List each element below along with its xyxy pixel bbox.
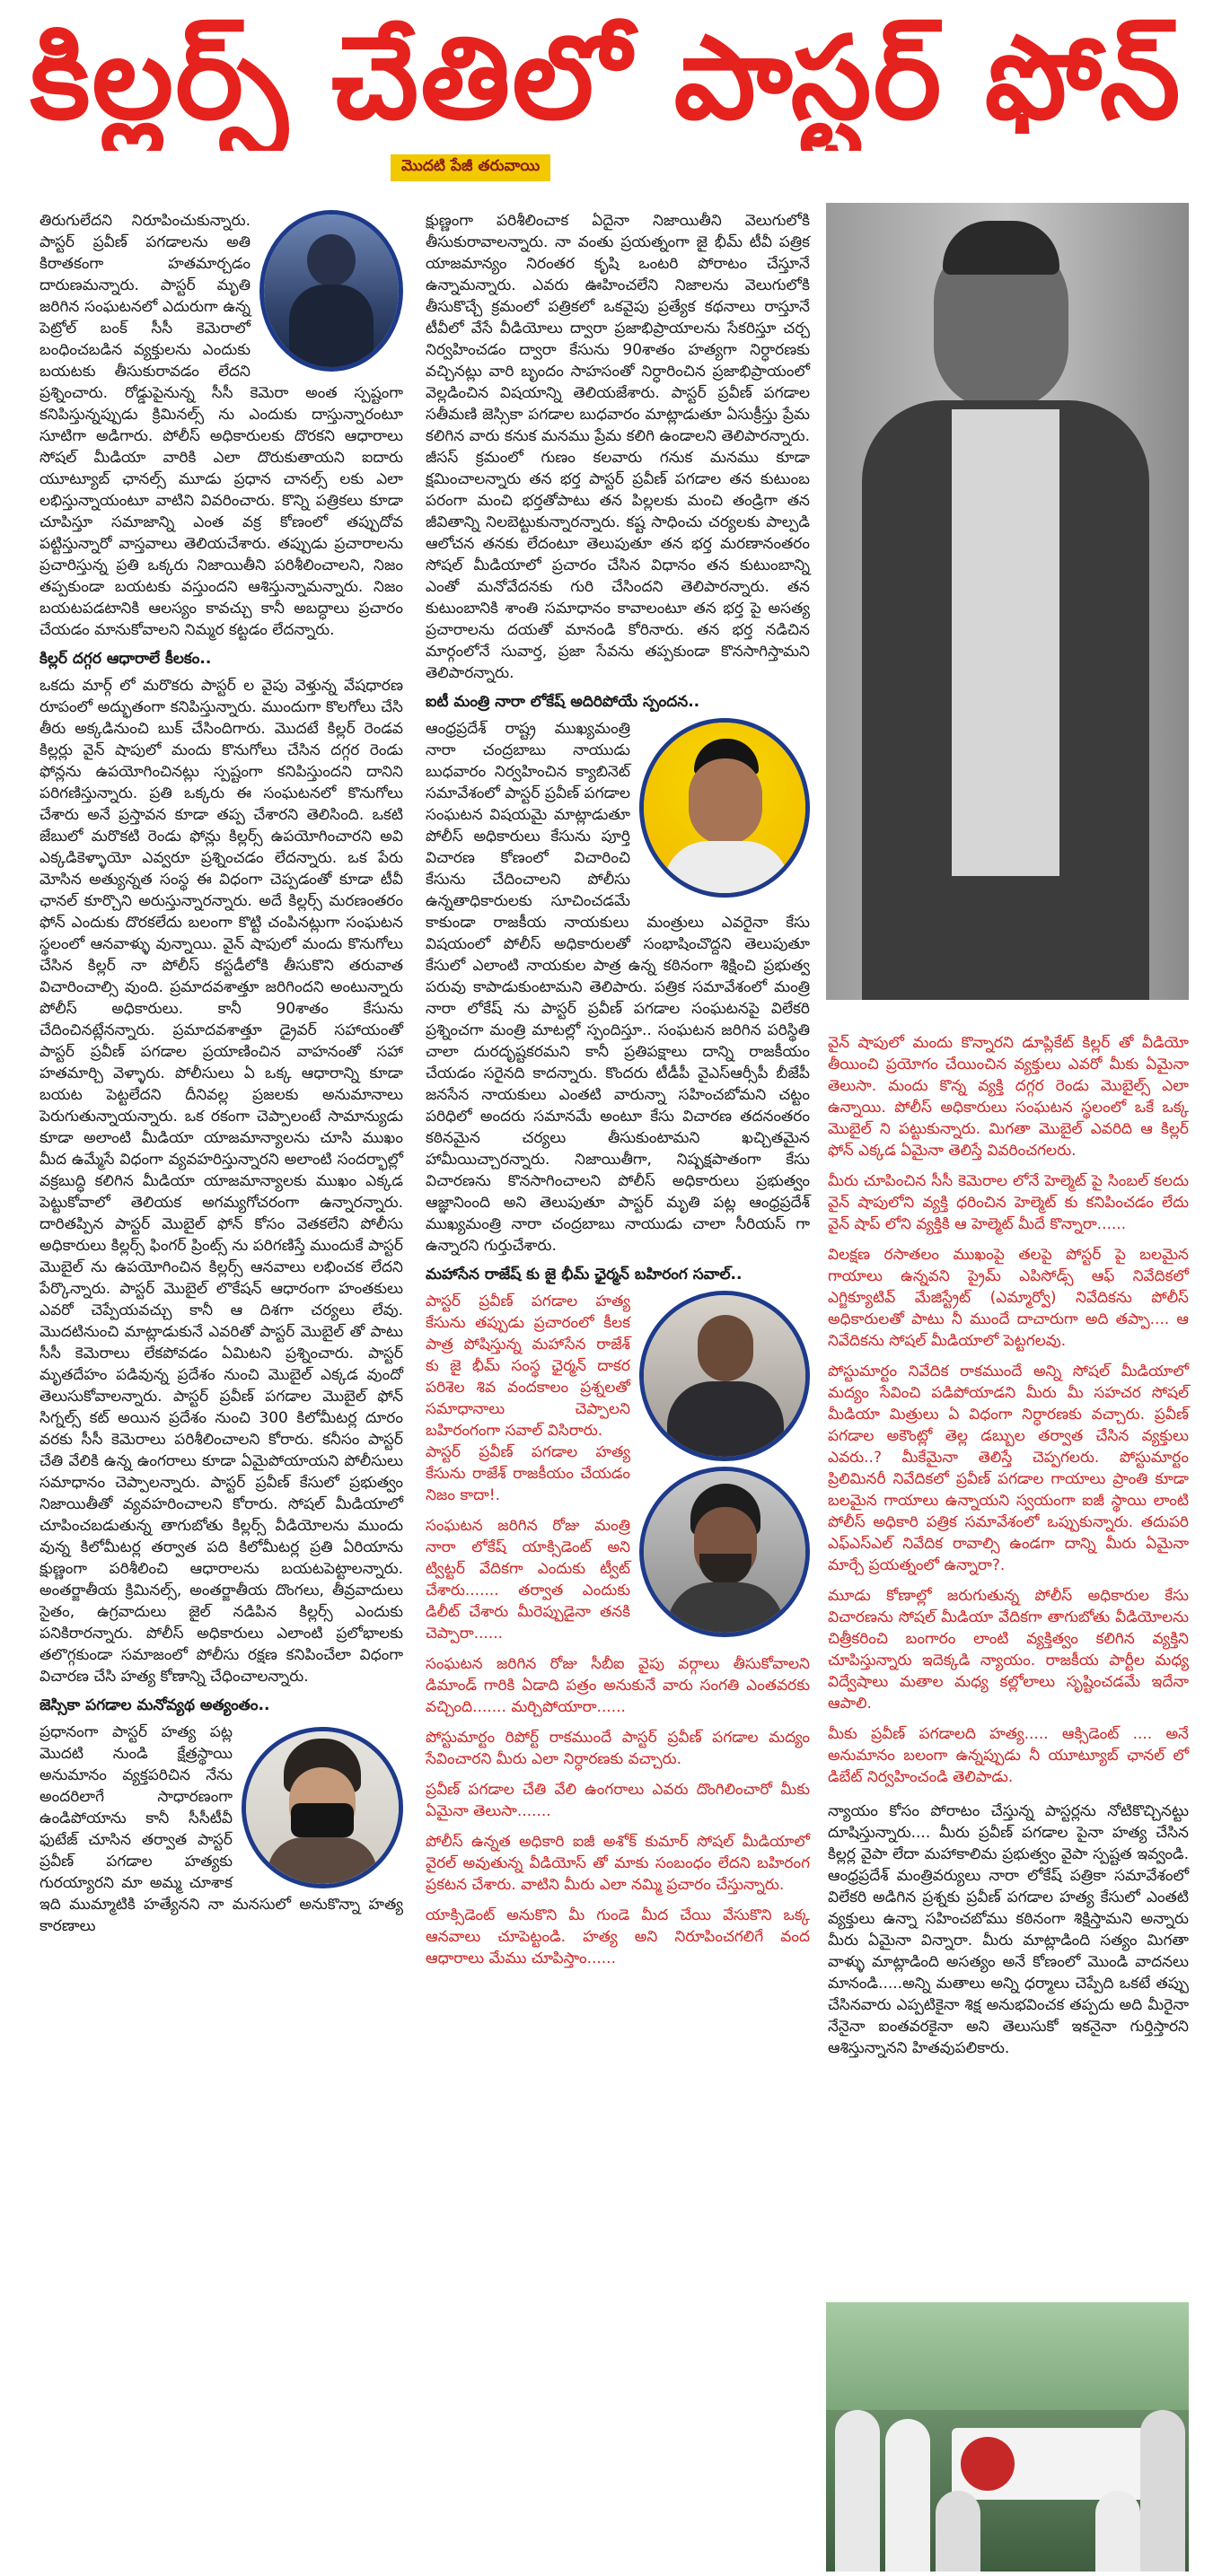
col2-para-4: పాస్టర్ ప్రవీణ్ పగడాల హత్య కేసును రాజేశ్ రాజకీయం చేయడం నిజం కాదా!. <box>426 1443 630 1504</box>
cctv-man-photo <box>259 210 403 372</box>
col2-para-7: పోస్టుమార్టం రిపోర్ట్ రాకముందే పాస్టర్ ప్రవీణ్ పగడాల మద్యం సేవించారని మీరు ఎలా నిర్ధారణకు వచ్చారు. <box>426 1729 810 1768</box>
protest-crowd-photo <box>826 2302 1189 2572</box>
col3-para-2: మీరు చూపించిన సీసీ కెమెరాల లోనే హెల్మెట్ పై సింబల్ కలదు వైన్ షాపులోని వ్యక్తి ధరించిన హెల్మెట్ కు కనిపించడం లేదు వైన్ షాప్ లోని వ్యక్తికి ఆ హెల్మెట్ మీదే కొన్నారా...... <box>828 1172 1189 1233</box>
col3-para-4: పోస్టుమార్టం నివేదిక రాకముందే అన్ని సోషల్ మీడియాలో మద్యం సేవించి పడిపోయాడని మీరు మీ సహచర సోషల్ మీడియా మిత్రులు ఏ విధంగా నిర్ధారణకు వచ్చారు. ప్రవీణ్ పగడాల అకౌంట్లో తెల్ల డబ్బుల తర్వాత చేసిన వ్యక్తులు ఎవరు..? మీకేమైనా తెలిస్తే చెప్పగలరు. పోస్టుమార్టం ప్రిలిమినరీ నివేదికలో ప్రవీణ్ పగడాల గాయాలు ప్రాంతి కూడా బలమైన గాయాలు ఉన్నాయని స్వయంగా ఐజీ స్థాయి లాంటి పోలీస్ అధికారి పత్రిక సమావేశంలో ఒప్పుకున్నారు. తదుపరి ఎఫ్ఎస్ఎల్ నివేదిక రావాల్సి ఉండగా దాన్ని మీరు ఏమైనా మార్చే ప్రయత్నంలో ఉన్నారా?. <box>828 1362 1189 1574</box>
column-3 <box>828 1032 1189 2059</box>
column-2 <box>426 210 810 1969</box>
col1-subhead-1: కిల్లర్ దగ్గర ఆధారాలే కీలకం.. <box>40 650 212 668</box>
continuation-tag: మొదటి పేజీ తరువాయి <box>391 154 550 181</box>
col3-para-6: మీకు ప్రవీణ్ పగడాలది హత్య..... ఆక్సిడెంట్ .... అనే అనుమానం బలంగా ఉన్నప్పుడు నీ యూట్యూబ్ ఛానల్ లో డిబేట్ నిర్వహించండి తెలిపాడు. <box>828 1725 1189 1786</box>
col2-para-1: క్షుణ్ణంగా పరిశీలించాక ఏదైనా నిజాయితీని వెలుగులోకి తీసుకురావాలన్నారు. నా వంతు ప్రయత్నంగా జై భీమ్ టీవీ పత్రిక యాజమాన్యం నిరంతర కృషి ఒంటరి పోరాటం చేస్తూనే ఉన్నామన్నారు. ఎవరు ఊహించలేని నిజాలను వెలుగులోకి తీసుకొచ్చే క్రమంలో పత్రికలో ఒకవైపు ప్రత్యేక కథనాలు రాస్తూనే టీవీలో వేసే వీడియోలు ద్వారా ప్రజాభిప్రాయాలను సేకరిస్తూ చర్చ నిర్వహించడం ద్వారా కేసును 90శాతం హత్యగా నిర్ధారణకు వచ్చినట్లు వారి బృందం సాహసంతో నిర్ధారించిన ప్రజాభిప్రాయంలో వెల్లడించిన విషయాన్ని తెలియజేశారు. పాస్టర్ ప్రవీణ్ పగడాల సతీమణి జెస్సికా పగడాల బుధవారం మాట్లాడుతూ ఏసుక్రీస్తు ప్రేమ కలిగిన వారు కనుక మనము ప్రేమ కలిగి ఉండాలని తెలిపారన్నారు. జీసస్ క్రమంలో గుణం కలవారు గనుక మనము కూడా క్షమించాలన్నారు తన భర్త పాస్టర్ ప్రవీణ్ పగడాల తన కుటుంబ పరంగా మంచి భర్తతోపాటు తన పిల్లలకు మంచి తండ్రిగా తన జీవితాన్ని నిలబెట్టుకున్నారన్నారు. కష్ట సాధించు చర్యలకు పాల్పడి ఆలోచన తనకు లేదంటూ తెలుపుతూ తన భర్త మరణానంతరం సోషల్ మీడియాలో ప్రచారం చేసిన విధానం తన కుటుంబాన్ని ఎంతో మనోవేదనకు గురి చేసిందని తెలిపారన్నారు. తన కుటుంబానికి శాంతి సమాధానం కావాలంటూ తన భర్త పై అసత్య ప్రచారాలను దయతో మానండి కోరినారు. తన భర్త నడిచిన మార్గంలోనే సువార్త, ప్రజా సేవను తప్పకుండా కొనసాగిస్తామని తెలిపారన్నారు. <box>426 212 810 682</box>
masked-woman-photo <box>242 1727 403 1888</box>
pastor-praveen-photo <box>826 203 1189 1000</box>
col2-subhead-2: మహాసేన రాజేష్ కు జై భీమ్ ఛైర్మన్ బహిరంగ సవాల్.. <box>426 1266 743 1284</box>
col2-para-10: యాక్సిడెంట్ అనుకొని మీ గుండె మీద చేయి వేసుకొని ఒక్క ఆనవాలు చూపెట్టండి. హత్య అని నిరూపించగలిగే వంద ఆధారాలు మేము చూపిస్తాం...... <box>426 1906 810 1967</box>
col3-para-5: మూడు కోణాల్లో జరుగుతున్న పోలీస్ అధికారుల కేసు విచారణను సోషల్ మీడియా వేదికగా తాగుబోతు వీడియోలను చిత్రీకరించి బంగారం లాంటి వ్యక్తిత్వం కలిగిన వ్యక్తిని చూపిస్తున్నారు ఇదెక్కడి న్యాయం. రాజకీయ పార్టీల మధ్య విద్వేషాలు మతాల మధ్య కల్లోలాలు సృష్టించడమే ఇదేనా ఆపాలి. <box>828 1587 1189 1713</box>
col1-subhead-2: జెస్సికా పగడాల మనోవ్యథ అత్యంతం.. <box>40 1696 270 1714</box>
col1-para-2: ఒకదు మార్గ్ లో మరొకరు పాస్టర్ ల వైపు వెళ్తున్న వేషధారణ రూపంలో అద్భుతంగా కనిపిస్తున్నారు. ముందుగా కొలగోలు చేసి తీరు అక్కడినుంచి బుక్ చేసిందిగారు. మొదటే కిల్లర్ రెండవ కిల్లర్లు వైన్ షాపులో మందు కొనుగోలు చేసిన దగ్గర రెండు ఫోన్లను ఉపయోగించినట్లు స్పష్టంగా కనిపిస్తుందని దానిని పరిగణిస్తున్నారు. ప్రతి ఒక్కరు ఈ సంఘటనలో కొనుగోలు చేశారు అనే ప్రస్తావన కూడా తప్ప చేశారని తెలిసింది. ఒకటి జేబులో మరొకటి రెండు ఫోన్లు కిల్లర్స్ ఉపయోగించారని అవి ఎక్కడికెళ్ళాయో ఎవ్వరూ ప్రశ్నించడం లేదన్నారు. ఒక పేరు మోసిన అత్యున్నత సంస్థ ఈ విధంగా చెప్పడంతో కూడా టీవీ ఛానల్ కూర్చొని అరుస్తున్నారన్నారు. అదే కిల్లర్స్ మరణంతరం ఫోన్ ఎందుకు దొరకలేదు బలంగా కొట్టి చంపినట్లుగా సంఘటన స్థలంలో ఆనవాళ్ళు వున్నాయి. వైన్ షాపులో మందు కొనుగోలు చేసిన కిల్లర్ నా పోలీస్ కస్టడీలోకి తీసుకొని తరువాత విచారించాల్సి వుంది. ప్రమాదవశాత్తూ జరిగిందని అంటున్నారు పోలీస్ అధికారులు. కానీ 90శాతం కేసును చేదించినట్లేనన్నారు. ప్రమాదవశాత్తూ డ్రైవర్ సహాయంతో పాస్టర్ ప్రవీణ్ పగడాల ప్రయాణించిన వాహనంతో సహా హతమార్చి వెళ్ళారు. పోలీసులు ఏ ఒక్క ఆధారాన్ని కూడా బయట పెట్టలేదని దీనివల్ల ప్రజలకు అనుమానాలు పెరుగుతున్నాయన్నారు. ఒక రకంగా చెప్పాలంటే సామాన్యుడు కూడా అలాంటి మీడియా యాజమాన్యాలను చూసి ముఖం మీద ఉమ్మేసే విధంగా వ్యవహరిస్తున్నారని అలాంటి సందర్భాల్లో వక్రబుద్ధి కలిగిన మీడియా యాజమాన్యాలకు ముఖం ఎక్కడ పెట్టుకోవాలో తెలియక అగమ్యగోచరంగా ఉన్నారన్నారు. దారితప్పిన పాస్టర్ మొబైల్ ఫోన్ కోసం వెతకలేని పోలీసు అధికారులు కిల్లర్స్ ఫింగర్ ప్రింట్స్ ను పరిగణిస్తే ముందుకే పాస్టర్ మొబైల్ ను ఉపయోగించిన కిల్లర్స్ ఆనవాలు లభించక లేదని పేర్కొన్నారు. పాస్టర్ మొబైల్ లొకేషన్ ఆధారంగా హంతకులు ఎవరో చెప్పేయవచ్చు కానీ ఆ దిశగా చర్యలు లేవు. మొదటినుంచి మాట్లాడుకునే ఎవరితో పాస్టర్ మొబైల్ తో పాటు సీసీ కెమెరాలు లేకపోవడం ఏమిటని ప్రశ్నించారు. పాస్టర్ మృతదేహం పడివున్న ప్రదేశం నుంచి మొబైల్ ఎక్కడ వుందో తెలుసుకోవాలన్నారు. పాస్టర్ ప్రవీణ్ పగడాల మొబైల్ ఫోన్ సిగ్నల్స్ కట్ అయిన ప్రదేశం నుంచి 300 కిలోమీటర్ల దూరం వరకు సీసీ కెమెరాలు పరిశీలించాలని కోరారు. కనీసం పాస్టర్ చేతి వేలికి ఉన్న ఉంగరాలు కూడా ఏమైపోయాయని పోలీసులు సమాధానం చెప్పాలన్నారు. పాస్టర్ ప్రవీణ్ కేసులో ప్రభుత్వం నిజాయితీతో వ్యవహరించాలని కోరారు. సోషల్ మీడియాలో చూపించబడుతున్న తాగుబోతు కిల్లర్స్ వీడియోలను ముందు వున్న కిలోమీటర్ల తర్వాత పది కిలోమీటర్ల ప్రతి ఏరియాను క్షుణ్ణంగా పరిశీలించి ఆధారాలను బయటపెట్టాలన్నారు. అంతర్జాతీయ క్రిమినల్స్, అంతర్జాతీయ దొంగలు, తీవ్రవాదులు సైతం, ఉగ్రవాదులు జైల్ నడిపిన కిల్లర్స్ ఎందుకు పనికిరారన్నారు. పోలీస్ అధికారులు ఎలాంటి ప్రలోభాలకు తలొగ్గకుండా సమాజంలో పోలీసు రక్షణ కనిపించేలా విధంగా విచారణ చేసి హత్య కోణాన్ని చేధించాలన్నారు. <box>40 677 403 1686</box>
col2-para-5: సంఘటన జరిగిన రోజు మంత్రి నారా లోకేష్ యాక్సిడెంట్ అని ట్విట్టర్ వేదికగా ఎందుకు ట్వీట్ చేశారు....... తర్వాత ఎందుకు డిలీట్ చేశారు మీరెప్పుడైనా తనకి చెప్పారా...... <box>426 1517 630 1643</box>
column-1 <box>40 210 403 1937</box>
col1-para-1: తిరుగులేదని నిరూపించుకున్నారు. పాస్టర్ ప్రవీణ్ పగడాలను అతి కిరాతకంగా హతమార్చడం దారుణమన్నారు. పాస్టర్ మృతి జరిగిన సంఘటనలో ఎదురుగా ఉన్న పెట్రోల్ బంక్ సీసీ కెమెరాలో బంధించబడిన వ్యక్తులను ఎందుకు బయటకు తీసుకురావడం లేదని ప్రశ్నించారు. రోడ్డుపైనున్న సీసీ కెమెరా అంత స్పష్టంగా కనిపిస్తున్నప్పుడు క్రిమినల్స్ ను ఎందుకు దాస్తున్నారంటూ సూటిగా అడిగారు. పోలీస్ అధికారులకు దొరకని ఆధారాలు సోషల్ మీడియా వారికి ఎలా దొరుకుతాయని ఐదారు యూట్యూబ్ ఛానల్స్ మూడు ప్రధాన చానల్స్ లకు ఎలా లభిస్తున్నాయంటూ వాటిని వివరించారు. కొన్ని పత్రికలు కూడా చూపిస్తూ సమాజాన్ని ఎంత వక్ర కోణంలో తప్పుదోవ పట్టిస్తున్నారో వాస్తవాలు తెలియచేశారు. తప్పుడు ప్రచారాలను ప్రచారిస్తున్న ప్రతి ఒక్కరు నిజాయితీని పరిశీలించాలని, నిజం తప్పకుండా బయటకు వస్తుందని ఆశిస్తున్నామన్నారు. నిజం బయటపడటానికి ఆలస్యం కావచ్చు కానీ అబద్ధాలు ప్రచారం చేయడం మానుకోవాలని నిమ్మర కట్టడం లేదన్నారు. <box>40 212 403 639</box>
col3-para-3: విలక్షణ రసాతలం ముఖంపై తలపై పోస్టర్ పై బలమైన గాయాలు ఉన్నవని ప్రైమ్ ఎపిసోడ్స్ ఆఫ్ నివేదికలో ఎగ్జిక్యూటివ్ మేజిస్ట్రేట్ (ఎమ్మార్వో) నివేదికను పోలీస్ అధికారులతో పాటు నీ ముందే దాచారుగా అది తప్పా.... ఆ నివేదికను సోషల్ మీడియాలో పెట్టగలవు. <box>828 1246 1189 1350</box>
col1-para-3: ప్రధానంగా పాస్టర్ హత్య పట్ల మొదటి నుండి క్షేత్రస్థాయి అనుమానం వ్యక్తపరిచిన నేను అందరిలాగే సాధారణంగా ఉండిపోయాను కానీ సీసీటీవీ ఫుటేజ్ చూసిన తర్వాత పాస్టర్ ప్రవీణ్ పగడాల హత్యకు గురయ్యారని మా అమ్మ చూశాక ఇది ముమ్మాటికి హత్యేనని నా మనసులో అనుకొన్నా హత్య కారణాలు <box>40 1723 403 1935</box>
col2-para-8: ప్రవీణ్ పగడాల చేతి వేలి ఉంగరాలు ఎవరు దొంగిలించారో మీకు ఏమైనా తెలుసా....... <box>426 1781 810 1820</box>
col2-para-9: పోలీస్ ఉన్నత అధికారి ఐజీ అశోక్ కుమార్ సోషల్ మీడియాలో వైరల్ అవుతున్న వీడియోస్ తో మాకు సంబంధం లేదని బహిరంగ ప్రకటన చేశారు. వాటిని మీరు ఎలా నమ్మి ప్రచారం చేస్తున్నారు. <box>426 1833 810 1894</box>
col2-para-6: సంఘటన జరిగిన రోజు సీబీఐ వైపు వర్గాలు తీసుకోవాలని డిమాండ్ గారికి ఏడాది పత్రం అనుకునే వారు సంగతి ఎంతవరకు వచ్చింది....... మర్చిపోయారా...... <box>426 1655 810 1716</box>
lokesh-photo <box>639 718 810 898</box>
person-photo <box>639 1467 810 1637</box>
col3-para-1: వైన్ షాపులో మందు కొన్నారని డూప్లికేట్ కిల్లర్ తో వీడియో తీయించి ప్రయోగం చేయించిన వ్యక్తులు ఎవరో మీకు ఏమైనా తెలుసా. మందు కొన్న వ్యక్తి దగ్గర రెండు మొబైల్స్ ఎలా ఉన్నాయి. పోలీస్ అధికారులు సంఘటన స్థలంలో ఒకే ఒక్క మొబైల్ ని పట్టుకున్నారు. మిగతా మొబైల్ ఎవరిది ఆ కిల్లర్ ఫోన్ ఎక్కడ ఏమైనా తెలిస్తే వివరించగలరు. <box>828 1034 1189 1160</box>
col2-para-3: పాస్టర్ ప్రవీణ్ పగడాల హత్య కేసును తప్పుడు ప్రచారంలో కీలక పాత్ర పోషిస్తున్న మహాసేన రాజేశ్ కు జై భీమ్ సంస్థ ఛైర్మన్ దాకర పరిశెల శివ వందకాలం ప్రశ్నలతో సమాధానాలు చెప్పాలని బహిరంగంగా సవాల్ విసిరారు. <box>426 1292 630 1440</box>
mahasena-rajesh-photo <box>639 1291 810 1461</box>
col3-para-7: న్యాయం కోసం పోరాటం చేస్తున్న పాస్టర్లను నోటికొచ్చినట్టు దూషిస్తున్నారు.... మీరు ప్రవీణ్ పగడాల పైనా హత్య చేసిన కిల్లర్ల వైపా లేదా మహాకాలిమ ప్రభుత్వం వైపా స్పష్టత ఇవ్వండి. ఆంధ్రప్రదేశ్ మంత్రివర్యులు నారా లోకేష్ పత్రికా సమావేశంలో విలేకరి అడిగిన ప్రశ్నకు ప్రవీణ్ పగడాల హత్య కేసులో ఎంతటి వ్యక్తులు ఉన్నా సహించబోము కఠినంగా శిక్షిస్తామని అన్నారు మీరు ఏమైనా విన్నారా. మీరు మాట్లాడింది సత్యం మిగతా వాళ్ళు మాట్లాడింది అసత్యం అనే కోణంలో మొండి వాదనలు మానండి.....అన్ని మతాలు అన్ని ధర్మాలు చెప్పేది ఒకటే తప్పు చేసినవారు ఎప్పటికైనా శిక్ష అనుభవించక తప్పదు అది మీరైనా నేనైనా ఐంతవరకైనా అని తెలుసుకో ఇకనైనా గుర్తిస్తారని ఆశిస్తున్నానని హితవుపలికారు. <box>828 1802 1189 2057</box>
col2-para-2: ఆంధ్రప్రదేశ్ రాష్ట్ర ముఖ్యమంత్రి నారా చంద్రబాబు నాయుడు బుధవారం నిర్వహించిన క్యాబినెట్ సమావేశంలో పాస్టర్ ప్రవీణ్ పగడాల సంఘటన విషయమై మాట్లాడుతూ పోలీస్ అధికారులు కేసును పూర్తి విచారణ కోణంలో విచారించి కేసును చేదించాలని పోలీసు ఉన్నతాధికారులకు సూచించడమే కాకుండా రాజకీయ నాయకులు మంత్రులు ఎవరైనా కేసు విషయంలో పోలీస్ అధికారులతో సంభాషించొద్దని తెలుపుతూ కేసులో ఎలాంటి నాయకుల పాత్ర ఉన్న కఠినంగా శిక్షించి ప్రభుత్వ పరువు కాపాడుకుంటామని తెలిపారు. పత్రిక సమావేశంలో మంత్రి నారా లోకేష్ ను పాస్టర్ ప్రవీణ్ పగడాల సంఘటనపై విలేకరి ప్రశ్నించగా మంత్రి మాటల్లో స్పందిస్తూ.. సంఘటన జరిగిన పరిస్థితి చాలా దురదృష్టకరమని కానీ ప్రతిపక్షాలు దాన్ని రాజకీయం చేయడం సరైనది కాదన్నారు. కొందరు టీడీపీ వైఎస్ఆర్సీపీ బీజేపీ జనసేన నాయకులు ఎంతటి వారున్నా సహించబోమని చట్టం పరిధిలో అందరు సమానమే అంటూ కేసు విచారణ తదనంతరం కఠినమైన చర్యలు తీసుకుంటామని ఖచ్చితమైన హామీయిచ్చారన్నారు. నిజాయితీగా, నిష్పక్షపాతంగా కేసు విచారణను కొనసాగించాలని పోలీస్ అధికారులు ప్రభుత్వం ఆజ్ఞానింంది అని తెలుపుతూ పాస్టర్ మృతి పట్ల ఆంధ్రప్రదేశ్ ముఖ్యమంత్రి నారా చంద్రబాబు నాయుడు చాలా సీరియస్ గా ఉన్నారని గుర్తుచేశారు. <box>426 720 810 1255</box>
col2-subhead-1: ఐటీ మంత్రి నారా లోకేష్ అదిరిపోయే స్పందన.. <box>426 693 700 711</box>
headline: కిల్లర్స్ చేతిలో పాస్టర్ ఫోన్ <box>30 12 1182 145</box>
